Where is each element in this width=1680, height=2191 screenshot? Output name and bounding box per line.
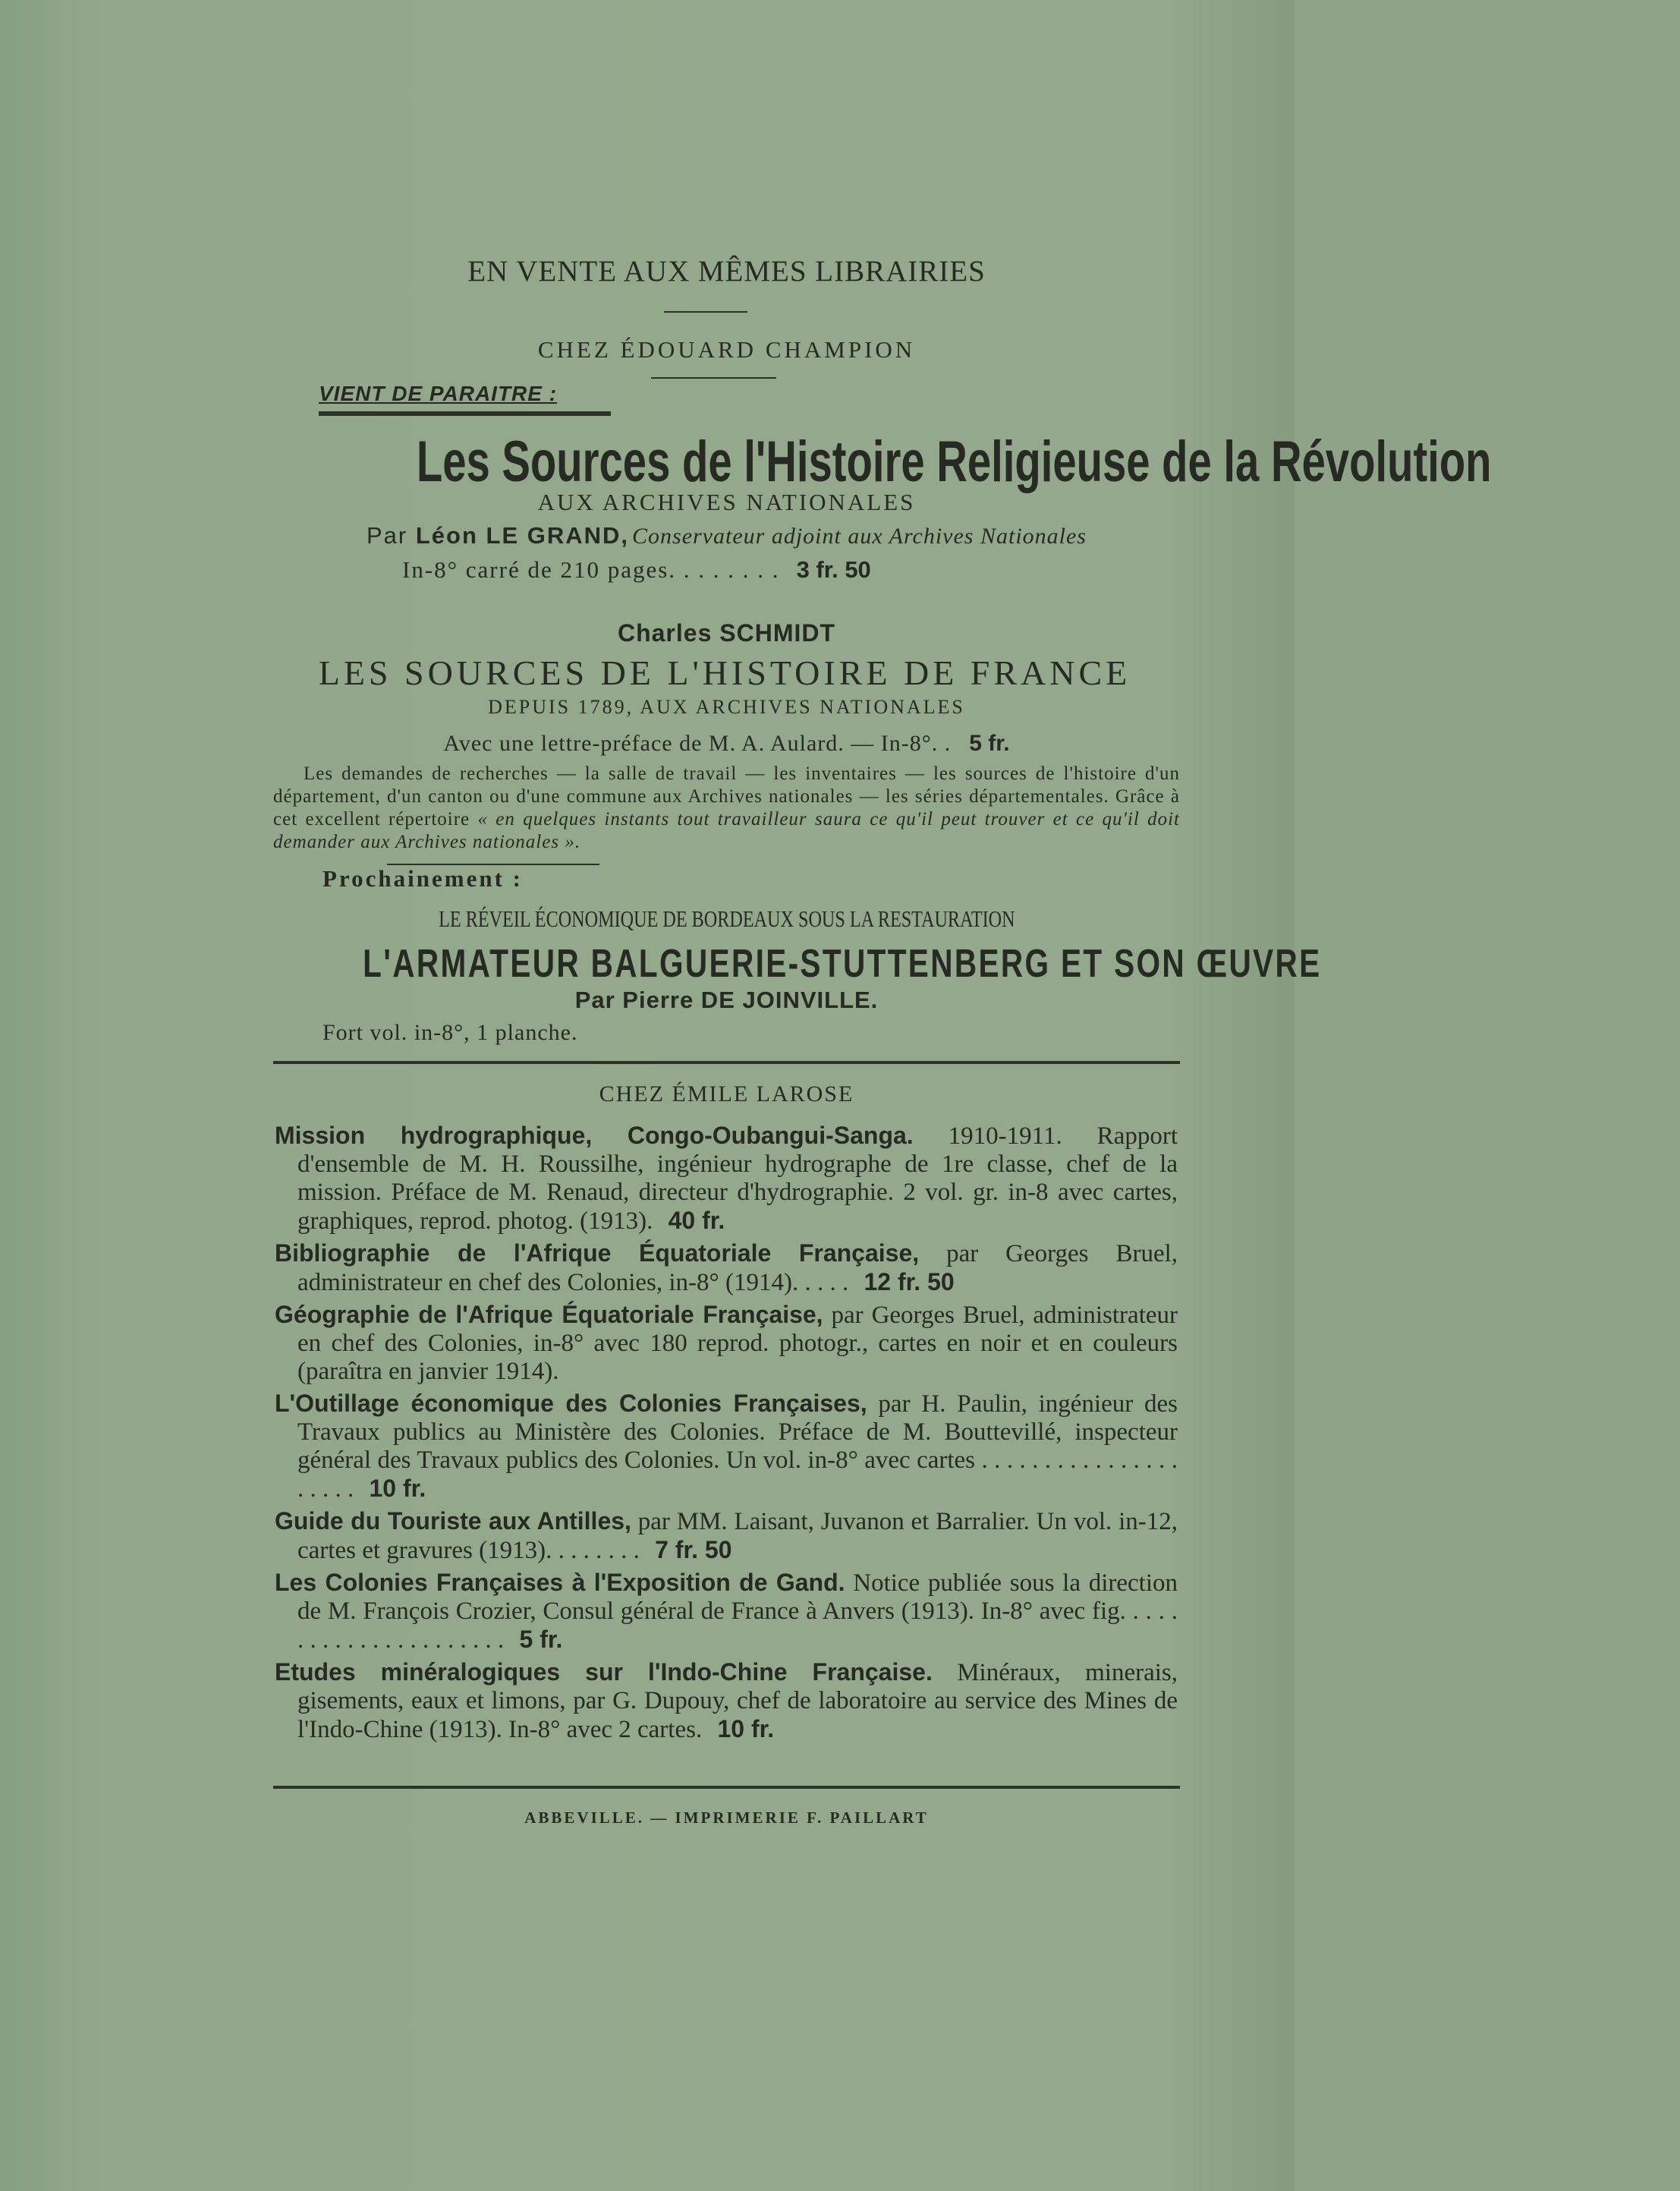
- entry-price: 7 fr. 50: [655, 1536, 732, 1563]
- larose-header-wrap: [273, 1081, 1180, 1107]
- entry-title: Géographie de l'Afrique Équatoriale Française,: [275, 1301, 823, 1328]
- entry-text: par H. Paulin, ingénieur des Travaux publics au Ministère des Colonies. Préface de M. Bouttevillé, inspecteur général des Travaux publics des Colonies. Un vol. in-8° avec cartes . . . . . . . . . . . . . . . . . . . . .: [297, 1390, 1178, 1503]
- entry-text: 1910-1911. Rapport d'ensemble de M. H. Roussilhe, ingénieur hydrographe de 1re classe, chef de la mission. Préface de M. Renaud, directeur d'hydrographie. 2 vol. gr. in-8 avec cartes, graphiques, reprod. photog. (1913).: [297, 1122, 1178, 1235]
- prochainement-label: Prochainement :: [322, 865, 523, 892]
- entry-text: par MM. Laisant, Juvanon et Barralier. Un vol. in-12, cartes et gravures (1913). . . . . . . .: [297, 1508, 1178, 1564]
- divider: [273, 1786, 1180, 1789]
- imprint: ABBEVILLE. — IMPRIMERIE F. PAILLART: [524, 1809, 929, 1827]
- entry-title: Les Colonies Françaises à l'Exposition de Gand.: [275, 1569, 845, 1596]
- legrand-title-wrap: [228, 429, 1492, 495]
- prochainement-title: L'ARMATEUR BALGUERIE-STUTTENBERG ET SON ŒUVRE: [363, 942, 1322, 986]
- list-item: [275, 1390, 1178, 1503]
- vente-heading: EN VENTE AUX MÊMES LIBRAIRIES: [467, 255, 986, 288]
- legrand-author-line: [273, 522, 1180, 549]
- prochainement-label-wrap: [322, 865, 523, 892]
- list-item: [275, 1569, 1178, 1654]
- header-section: [273, 254, 1180, 288]
- legrand-author-prefix: Par: [367, 522, 416, 549]
- entry-price: 5 fr.: [519, 1626, 563, 1653]
- entry-title: Etudes minéralogiques sur l'Indo-Chine Française.: [275, 1658, 933, 1686]
- prochainement-line1: LE RÉVEIL ÉCONOMIQUE DE BORDEAUX SOUS LA RESTAURATION: [438, 905, 1015, 932]
- larose-header: CHEZ ÉMILE LAROSE: [599, 1081, 854, 1107]
- legrand-subtitle: AUX ARCHIVES NATIONALES: [537, 489, 916, 515]
- prochainement-title-wrap: [228, 941, 1322, 987]
- vient-label-wrap: [319, 382, 557, 406]
- legrand-subtitle-wrap: [273, 489, 1180, 516]
- legrand-price: 3 fr. 50: [796, 556, 871, 583]
- schmidt-price: 5 fr.: [969, 731, 1010, 756]
- schmidt-preface: Avec une lettre-préface de M. A. Aulard. — In-8°. .: [443, 731, 952, 756]
- list-item: [275, 1507, 1178, 1565]
- prochainement-author-wrap: [273, 987, 1180, 1014]
- entry-title: L'Outillage économique des Colonies Françaises,: [275, 1390, 867, 1417]
- schmidt-author: Charles SCHMIDT: [617, 619, 836, 647]
- divider: [319, 411, 611, 416]
- prochainement-author: Par Pierre DE JOINVILLE.: [574, 987, 879, 1013]
- schmidt-quote: « en quelques instants tout travailleur saura ce qu'il peut trouver et ce qu'il doit demander aux Archives nationales ».: [273, 809, 1180, 852]
- legrand-title: Les Sources de l'Histoire Religieuse de la Révolution: [416, 430, 1492, 494]
- prochainement-line1-wrap: [273, 905, 1180, 933]
- divider: [273, 1061, 1180, 1064]
- vient-label: VIENT DE PARAITRE :: [319, 382, 558, 405]
- list-item: [275, 1122, 1178, 1236]
- schmidt-title-wrap: [250, 653, 1199, 693]
- schmidt-author-wrap: [273, 619, 1180, 647]
- schmidt-subtitle: DEPUIS 1789, AUX ARCHIVES NATIONALES: [488, 696, 965, 718]
- list-item: [275, 1301, 1178, 1386]
- entry-title: Guide du Touriste aux Antilles,: [275, 1507, 631, 1535]
- legrand-author: Léon LE GRAND,: [415, 522, 630, 549]
- entry-price: 40 fr.: [668, 1207, 725, 1234]
- legrand-format: In-8° carré de 210 pages. . . . . . . .: [402, 556, 780, 583]
- schmidt-preface-line: [273, 731, 1180, 757]
- entry-text: par Georges Bruel, administrateur en chef des Colonies, in-8° (1914). . . . .: [297, 1240, 1178, 1296]
- prochainement-format-wrap: [322, 1020, 577, 1046]
- entry-title: Mission hydrographique, Congo-Oubangui-Sanga.: [275, 1122, 914, 1149]
- entry-price: 10 fr.: [717, 1715, 775, 1742]
- schmidt-subtitle-wrap: [273, 696, 1180, 719]
- legrand-role: Conservateur adjoint aux Archives Nationales: [632, 524, 1087, 549]
- legrand-format-line: [402, 556, 871, 584]
- entry-price: 12 fr. 50: [864, 1268, 955, 1295]
- footer: [273, 1809, 1180, 1827]
- entry-title: Bibliographie de l'Afrique Équatoriale Française,: [275, 1239, 920, 1267]
- schmidt-description: Les demandes de recherches — la salle de travail — les inventaires — les sources de l'histoire d'un département, d'un canton ou d'une commune aux Archives nationales — les séries départementales. Grâce à cet excellent répertoire: [273, 763, 1180, 829]
- larose-list: [275, 1122, 1178, 1748]
- prochainement-format: Fort vol. in-8°, 1 planche.: [322, 1020, 578, 1045]
- entry-text: Minéraux, minerais, gisements, eaux et limons, par G. Dupouy, chef de laboratoire au service des Mines de l'Indo-Chine (1913). In-8° avec 2 cartes.: [297, 1659, 1178, 1743]
- champion-heading: CHEZ ÉDOUARD CHAMPION: [537, 336, 916, 363]
- list-item: [275, 1658, 1178, 1744]
- entry-price: 10 fr.: [369, 1475, 426, 1502]
- entry-text: Notice publiée sous la direction de M. François Crozier, Consul général de France à Anvers (1913). In-8° avec fig. . . . . . . . . . . . . . . . . . . . . .: [297, 1569, 1178, 1654]
- schmidt-description-block: [273, 763, 1180, 854]
- schmidt-title: LES SOURCES DE L'HISTOIRE DE FRANCE: [318, 653, 1131, 692]
- divider: [651, 377, 776, 379]
- divider: [664, 311, 747, 313]
- entry-text: par Georges Bruel, administrateur en chef des Colonies, in-8° avec 180 reprod. photogr., cartes en noir et en couleurs (paraîtra en janvier 1914).: [297, 1302, 1178, 1385]
- list-item: [275, 1239, 1178, 1297]
- champion-section: [273, 336, 1180, 364]
